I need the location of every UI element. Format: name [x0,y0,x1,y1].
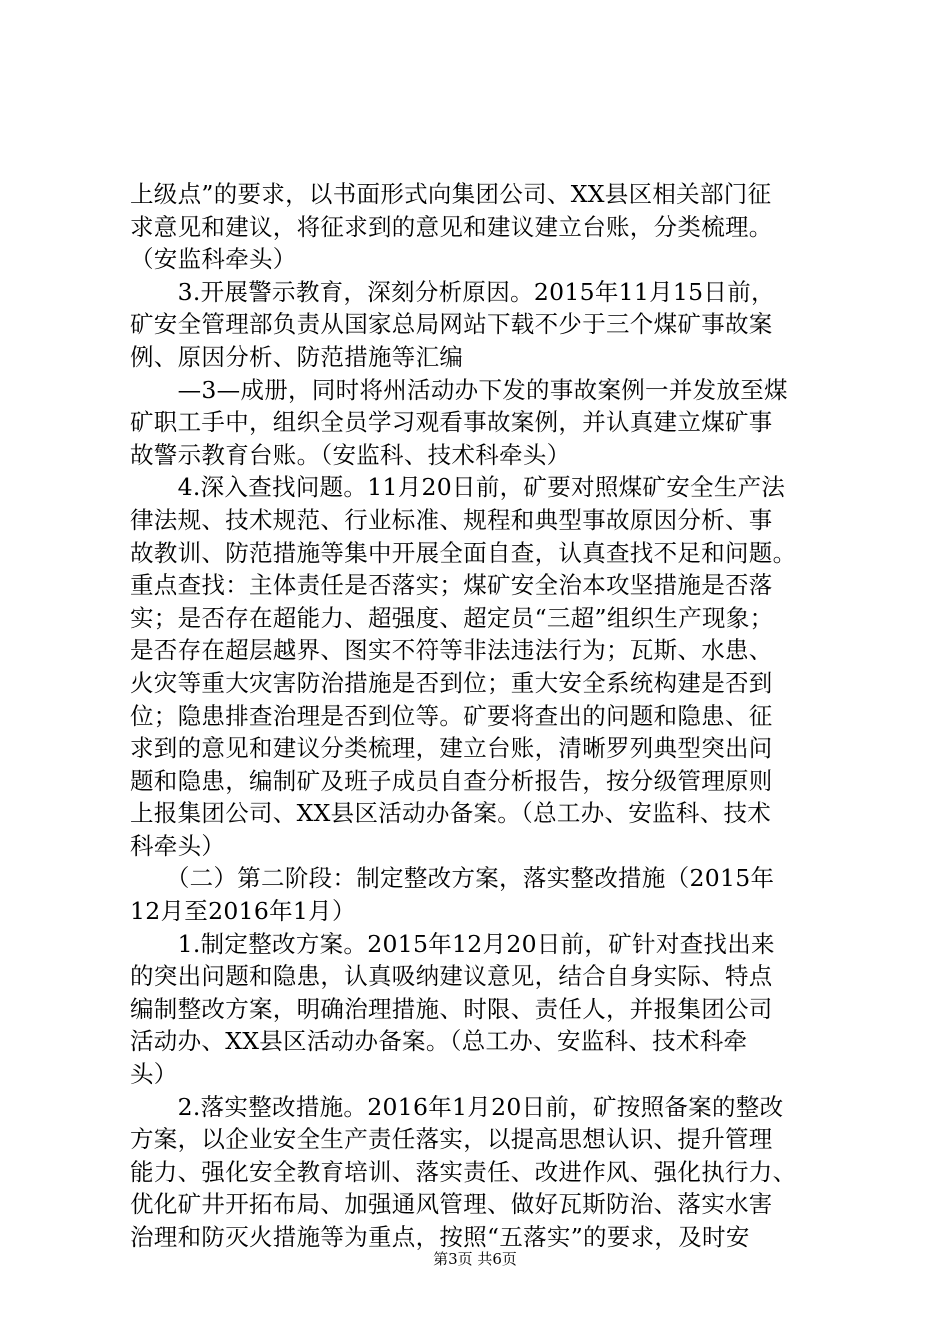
text-line: 故警示教育台账。（安监科、技术科牵头） [130,440,571,469]
text-line: 上级点”的要求，以书面形式向集团公司、XX县区相关部门征 [130,180,772,208]
text-line: 例、原因分析、防范措施等汇编 [130,342,464,371]
text-line: 能力、强化安全教育培训、落实责任、改进作风、强化执行力、 [130,1157,797,1186]
text-line: 火灾等重大灾害防治措施是否到位；重大安全系统构建是否到 [130,668,773,697]
text-line: 求意见和建议，将征求到的意见和建议建立台账，分类梳理。 [130,212,773,241]
text-line: （安监科牵头） [130,245,297,274]
text-line: 律法规、技术规范、行业标准、规程和典型事故原因分析、事 [130,505,773,534]
text-line: 矿安全管理部负责从国家总局网站下载不少于三个煤矿事故案 [130,310,773,339]
text-line: 科牵头） [130,831,226,860]
text-line: 优化矿井开拓布局、加强通风管理、做好瓦斯防治、落实水害 [130,1190,773,1219]
text-line: （二）第二阶段：制定整改方案，落实整改措施（2015年 [130,864,775,893]
text-line: 是否存在超层越界、图实不符等非法违法行为；瓦斯、水患、 [130,636,773,665]
text-line: 矿职工手中，组织全员学习观看事故案例，并认真建立煤矿事 [130,408,773,437]
text-line: 头） [130,1060,178,1089]
text-line: 题和隐患，编制矿及班子成员自查分析报告，按分级管理原则 [130,766,773,795]
text-line: 1.制定整改方案。2015年12月20日前，矿针对查找出来 [130,929,775,958]
text-line: 12月至2016年1月） [130,897,356,926]
text-line: 编制整改方案，明确治理措施、时限、责任人，并报集团公司 [130,994,773,1023]
text-line: 实；是否存在超能力、超强度、超定员“三超”组织生产现象； [130,603,774,632]
text-line: 2.落实整改措施。2016年1月20日前，矿按照备案的整改 [130,1092,784,1121]
text-line: 活动办、XX县区活动办备案。（总工办、安监科、技术科牵 [130,1027,748,1056]
text-line: 治理和防灭火措施等为重点，按照“五落实”的要求，及时安 [130,1223,750,1251]
text-line: 故教训、防范措施等集中开展全面自查，认真查找不足和问题。 [130,538,797,567]
page-footer: 第3页 共6页 [433,1250,517,1268]
text-line: 3.开展警示教育，深刻分析原因。2015年11月15日前， [130,277,775,306]
text-line: 位；隐患排查治理是否到位等。矿要将查出的问题和隐患、征 [130,701,773,730]
text-line: —3—成册，同时将州活动办下发的事故案例一并发放至煤 [130,375,788,404]
text-line: 的突出问题和隐患，认真吸纳建议意见，结合自身实际、特点 [130,962,773,991]
text-line: 重点查找：主体责任是否落实；煤矿安全治本攻坚措施是否落 [130,571,773,600]
text-line: 方案，以企业安全生产责任落实，以提高思想认识、提升管理 [130,1125,773,1154]
text-line: 求到的意见和建议分类梳理，建立台账，清晰罗列典型突出问 [130,734,773,763]
text-line: 4.深入查找问题。11月20日前，矿要对照煤矿安全生产法 [130,473,786,502]
body-text [130,178,842,1254]
text-line: 上报集团公司、XX县区活动办备案。（总工办、安监科、技术 [130,799,772,828]
